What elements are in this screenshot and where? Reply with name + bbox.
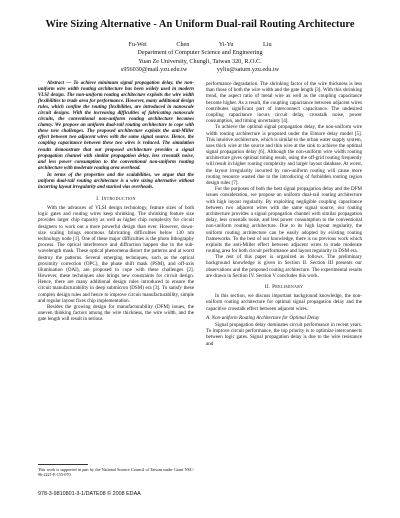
paper-title: Wire Sizing Alternative - An Uniform Dual-rail Routing Architecture <box>45 19 355 30</box>
author-block <box>0 41 400 74</box>
intro-paragraph-1: With the advances of VLSI design technology, feature sizes of both logic gates and routing wires keep shrinking. The shrinking feature size provides larger chip capacity as well as higher chip complexity for circuit designers to work out a more powerful design than ever. However, down-size scaling brings enormous fabricating difficulties below 130 nm technology node [1]. One of these major difficulties is the photo lithography process. The optical interference and diffraction happen due to the sub-wavelength mask. These optical phenomena distort the patterns and at worst destroy the patterns. Several emerging techniques, such as the optical proximity correction (OPC), the phase shift mask (PSM), and off-axis illumination (OAI), are proposed to cope with these challenges [2]. However, these techniques also brings new constraints for circuit design. Hence, there are many additional design rules introduced to ensure the circuit manufacturability in deep submicron (DSM) era [3]. To satisfy these complex design rules and hence to improve circuit manufacturability, simple and regular layout fixes chip implementation. <box>38 205 194 304</box>
subsection-heading: A. Non-uniform Routing Architecture for Optimal Delay <box>206 314 320 321</box>
footnote-divider <box>38 464 88 465</box>
abstract-conclusion: In terms of the properties and the scalabilities, we argue that the uniform dual-rail routing architecture is a wire sizing alternative without incurring layout irregularity and stacked vias overheads. <box>38 172 194 190</box>
isbn-footer: 978-3-9810801-3-1/DATE08 © 2008 EDAA <box>38 491 141 497</box>
right-column <box>206 81 362 347</box>
section-heading-introduction: I. Introduction <box>96 195 136 202</box>
body-paragraph-3: For the purposes of both the best signal propagation delay and the DFM issues consideration, we propose an uniform dual-rail routing architecture with high layout regularity. By exploiting negligible coupling capacitance between two adjacent wires with the same signal source, our routing architecture provides a signal propagation channel with similar propagation delay, less crosstalk noise, and less power consumption to the conventional non-uniform routing architecture. Due to its high layout regularity, the uniform routing architecture can be easily adopted by existing routing frameworks. To the best of our knowledge, there is no previous work which exploits the anti-Miller effect between adjacent wires to trade moderate routing area for both circuit performance and layout regularity in DSM era. <box>206 186 362 255</box>
left-column <box>38 81 194 323</box>
body-paragraph-2: To achieve the optimal signal propagation delay, the non-uniform wire width routing architecture is proposed under the Elmore delay model [5]. This intuitive architecture, which is similar to the urban water supply system, uses thick wire at the source and thin wire at the sink to achieve the optimal signal propagation delay [6]. Although the non-uniform wire width routing architecture gives optimal timing result, using the off-grid routing frequently will result in higher routing complexity and larger layout database. At worst, the layout irregularity incurred by non-uniform routing will cause more routing resource wasted due to the introducing of forbidden routing region design rules [7]. <box>206 124 362 186</box>
section-heading-preliminary: II. Preliminary <box>264 284 304 290</box>
author-emails: s956030@mail.yzu.edu.tw yyliu@saturn.yzu.edu.tw <box>120 65 280 73</box>
author-university: Yuan Ze University, Chungli, Taiwan 320, R.O.C. <box>138 57 262 65</box>
author-department: Department of Computer Science and Engineering <box>137 49 263 57</box>
body-paragraph-5: In this section, we discuss important background knowledge, the non-uniform routing architecture for optimal signal propagation delay and the capacitive crosstalk effect between adjacent wires. <box>206 293 362 312</box>
intro-paragraph-2: Besides the growing design for manufacturability (DFM) issues, the uneven thinking factors among the wire thickness, the wire width, and the gate length will result in serious <box>38 304 194 323</box>
body-paragraph-1: performance degradation. The shrinking factor of the wire thickness is less than those of both the wire width and the gate length [3]. With this shrinking trend, the aspect ratio of metal wire as well as the coupling capacitance become higher. As a result, the coupling capacitance between adjacent wires contributes significant part of interconnect capacitance. The undesired coupling capacitance incurs circuit delay, crosstalk noise, power consumption, and timing uncertainty [4]. <box>206 81 362 125</box>
author-names: Fu-Wei Chen Yi-Yu Liu <box>128 41 272 48</box>
body-paragraph-4: The rest of this paper is organized as follows. The preliminary background knowledge is given in Section II. Section III presents our observations and the proposed routing architecture. The experimental results are drawn in Section IV. Section V concludes this work. <box>206 254 362 279</box>
body-paragraph-6: Signal propagation delay dominates circuit performance in recent years. To improve circuit performance, the top priority is to optimize interconnects between logic gates. Signal propagation delay is due to the wire resistance and <box>206 321 362 347</box>
abstract: Abstract — To achieve minimum signal propagation delay, the non-uniform wire width routing architecture has been widely used in modern VLSI design. The non-uniform routing architecture exploits the wire width flexibilities to trade area for performance. However, many additional design rules, which confine the routing flexibilities, are introduced in nanoscale circuit designs. With the increasing difficulties of fabricating nanoscale circuits, the conventional non-uniform routing architecture becomes clumsy. We propose an uniform dual-rail routing architecture to cope with these new challenges. The proposed architecture exploits the anti-Miller effect between two adjacent wires with the same signal source. Hence, the coupling capacitance between these two wires is reduced. The simulation results demonstrate that our proposed architecture provides a signal propagation channel with similar propagation delay, less crosstalk noise, and less power consumption to the conventional non-uniform routing architecture with moderate routing area overhead. <box>38 81 194 171</box>
footnote: This work is supported in part by the National Science Council of Taiwan under Grant NSC-96-2221-E-155-070. <box>38 467 194 477</box>
